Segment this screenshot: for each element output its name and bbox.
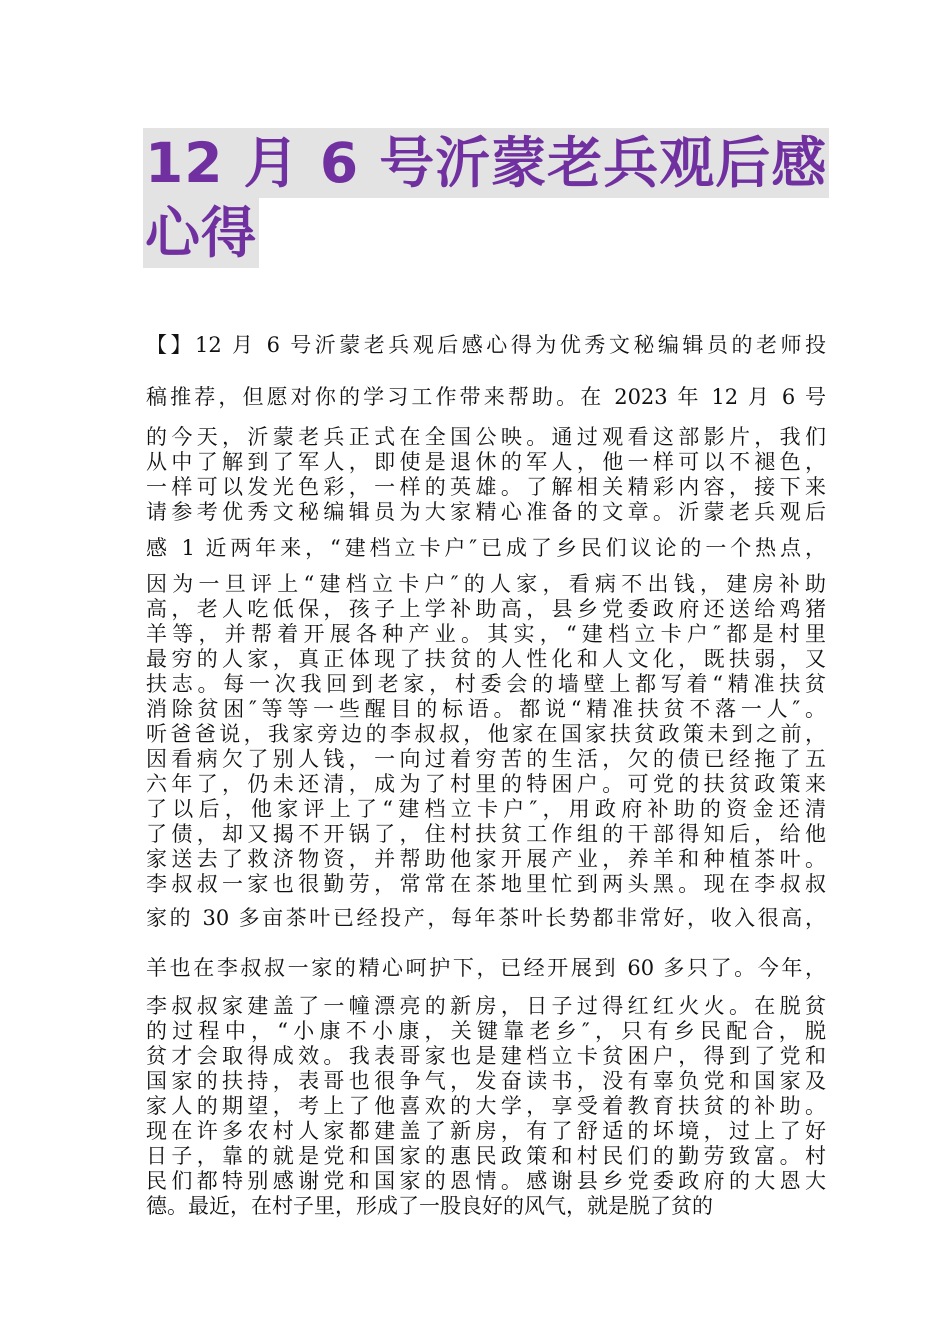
body-paragraph (146, 385, 826, 410)
body-line-21: 家的 30 多亩茶叶已经投产，每年茶叶长势都非常好，收入很高， (146, 906, 826, 930)
body-line-8: 因为一旦评上“建档立卡户″的人家，看病不出钱，建房补助 (146, 572, 826, 596)
body-line-26: 国家的扶持，表哥也很争气，发奋读书，没有辜负党和国家及 (146, 1069, 826, 1093)
body-paragraph (146, 994, 826, 1219)
body-paragraph (146, 572, 826, 897)
body-paragraph (146, 425, 826, 525)
body-line-27: 家人的期望，考上了他喜欢的大学，享受着教育扶贫的补助。 (146, 1094, 826, 1118)
body-line-22: 羊也在李叔叔一家的精心呵护下，已经开展到 60 多只了。今年， (146, 956, 826, 980)
body-line-16: 六年了，仍未还清，成为了村里的特困户。可党的扶贫政策来 (146, 772, 826, 796)
body-line-2: 稿推荐，但愿对你的学习工作带来帮助。在 2023 年 12 月 6 号 (146, 385, 826, 409)
body-paragraph (146, 906, 826, 931)
body-line-12: 扶志。每一次我回到老家，村委会的墙壁上都写着“精准扶贫 (146, 672, 826, 696)
body-line-13: 消除贫困″等等一些醒目的标语。都说“精准扶贫不落一人″。 (146, 697, 826, 721)
body-line-17: 了以后，他家评上了“建档立卡户″，用政府补助的资金还清 (146, 797, 826, 821)
title-line-1: 12 月 6 号沂蒙老兵观后感 (143, 128, 829, 198)
body-line-4: 从中了解到了军人，即使是退休的军人，他一样可以不褪色， (146, 450, 826, 474)
document-title (143, 128, 828, 268)
body-line-19: 家送去了救济物资，并帮助他家开展产业，养羊和种植茶叶。 (146, 847, 826, 871)
body-line-29: 日子，靠的就是党和国家的惠民政策和村民们的勤劳致富。村 (146, 1144, 826, 1168)
body-line-31: 德。最近，在村子里，形成了一股良好的风气，就是脱了贫的 (146, 1194, 713, 1218)
body-line-1: 【】12 月 6 号沂蒙老兵观后感心得为优秀文秘编辑员的老师投 (146, 333, 826, 357)
body-line-11: 最穷的人家，真正体现了扶贫的人性化和人文化，既扶弱，又 (146, 647, 826, 671)
body-paragraph (146, 333, 826, 358)
body-line-23: 李叔叔家建盖了一幢漂亮的新房，日子过得红红火火。在脱贫 (146, 994, 826, 1018)
body-line-30: 民们都特别感谢党和国家的恩情。感谢县乡党委政府的大恩大 (146, 1169, 826, 1193)
body-line-18: 了债，却又揭不开锅了，住村扶贫工作组的干部得知后，给他 (146, 822, 826, 846)
body-line-6: 请参考优秀文秘编辑员为大家精心准备的文章。沂蒙老兵观后 (146, 500, 826, 524)
body-line-20: 李叔叔一家也很勤劳，常常在茶地里忙到两头黑。现在李叔叔 (146, 872, 826, 896)
body-line-7: 感 1 近两年来，“建档立卡户″已成了乡民们议论的一个热点， (146, 536, 826, 560)
body-line-24: 的过程中，“小康不小康，关键靠老乡″，只有乡民配合，脱 (146, 1019, 826, 1043)
body-paragraph (146, 536, 826, 561)
body-line-15: 因看病欠了别人钱，一向过着穷苦的生活，欠的债已经拖了五 (146, 747, 826, 771)
body-line-10: 羊等，并帮着开展各种产业。其实，“建档立卡户″都是村里 (146, 622, 826, 646)
body-line-28: 现在许多农村人家都建盖了新房，有了舒适的坏境，过上了好 (146, 1119, 826, 1143)
body-paragraph (146, 956, 826, 981)
body-line-25: 贫才会取得成效。我表哥家也是建档立卡贫困户，得到了党和 (146, 1044, 826, 1068)
body-line-5: 一样可以发光色彩，一样的英雄。了解相关精彩内容，接下来 (146, 475, 826, 499)
body-line-3: 的今天，沂蒙老兵正式在全国公映。通过观看这部影片，我们 (146, 425, 826, 449)
title-line-2: 心得 (143, 198, 259, 268)
body-line-14: 听爸爸说，我家旁边的李叔叔，他家在国家扶贫政策未到之前， (146, 722, 826, 746)
body-line-9: 高，老人吃低保，孩子上学补助高，县乡党委政府还送给鸡猪 (146, 597, 826, 621)
